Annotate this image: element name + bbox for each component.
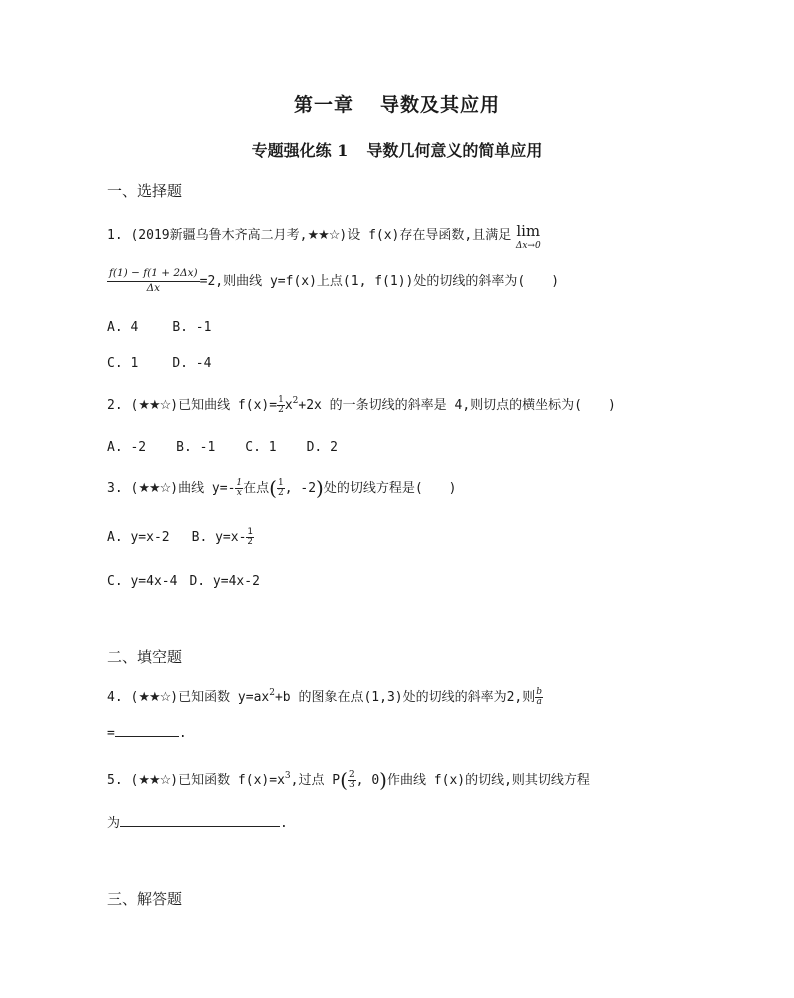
topic-title [0, 138, 794, 161]
q5-text-2: ,过点 P [290, 773, 341, 788]
q3-right-paren: ) [316, 476, 324, 500]
q4-answer-blank[interactable] [115, 724, 179, 737]
difference-quotient [107, 268, 200, 294]
question-5-line-1 [107, 768, 590, 792]
q1-options-row-1 [107, 320, 211, 335]
q5-lead: 5. ( [107, 773, 139, 788]
q5-point-denominator: 3 [348, 779, 355, 790]
q4-equals: = [107, 726, 115, 741]
q1-lead: 1. (2019新疆乌鲁木齐高二月考, [107, 228, 308, 243]
q4-ratio-fraction [535, 688, 543, 707]
q1-option-a: A. 4 [107, 320, 139, 335]
chapter-title [0, 90, 794, 117]
q3-function-fraction [235, 479, 243, 498]
q3-lead: 3. ( [107, 481, 139, 496]
q2-text-3: +2x 的一条切线的斜率是 4,则切点的横坐标为( ) [298, 398, 616, 413]
question-1-line-2 [107, 268, 559, 294]
q3-option-b-denominator: 2 [247, 537, 253, 547]
q1-text-2: =2,则曲线 y=f(x)上点(1, f(1))处的切线的斜率为( ) [199, 274, 560, 290]
q3-function-numerator: 1 [236, 477, 243, 488]
q2-text-2: x [284, 398, 293, 413]
q3-text-3: , -2 [284, 481, 317, 496]
q3-point-numerator: 1 [277, 477, 284, 488]
q3-options-row-1 [107, 528, 254, 547]
q5-point-fraction [348, 771, 356, 790]
q4-text-1: )已知函数 y=ax [170, 690, 270, 705]
q4-ratio-numerator: b [536, 686, 543, 697]
q1-option-d: D. -4 [172, 356, 212, 371]
chapter-name: 导数及其应用 [380, 94, 501, 116]
chapter-number: 第一章 [293, 94, 354, 116]
section-fill: 二、填空题 [107, 648, 183, 666]
q1-options-row-2 [107, 356, 211, 371]
q2-text-1: )已知曲线 f(x)= [170, 398, 278, 413]
limit-subscript: Δx→0 [515, 241, 541, 251]
q3-text-4: 处的切线方程是( ) [323, 481, 457, 496]
difference-quotient-denominator: Δx [146, 281, 161, 294]
difficulty-stars-icon: ★★☆ [307, 228, 340, 243]
q4-end: . [178, 726, 187, 741]
topic-code: 专题强化练 1 [251, 141, 349, 160]
q4-lead: 4. ( [107, 690, 139, 705]
q2-half-numerator: 1 [278, 394, 284, 405]
q1-option-b: B. -1 [172, 320, 212, 335]
q5-left-paren: ( [340, 768, 348, 792]
question-4-line-2 [107, 724, 187, 741]
question-3 [107, 476, 457, 500]
q3-option-a: A. y=x-2 [107, 530, 170, 545]
q3-option-c: C. y=4x-4 [107, 574, 178, 589]
difficulty-stars-icon: ★★☆ [138, 481, 171, 496]
q5-line-2-prefix: 为 [107, 816, 121, 831]
q2-option-d: D. 2 [306, 440, 338, 455]
q2-half-fraction [277, 396, 285, 415]
q3-point-denominator: 2 [277, 487, 284, 498]
q2-lead: 2. ( [107, 398, 139, 413]
limit-label: lim [516, 222, 541, 240]
q3-option-b-prefix: B. y=x- [191, 530, 247, 545]
q5-text-3: , 0 [355, 773, 380, 788]
q3-text-2: 在点 [243, 481, 270, 496]
q1-text-1: )设 f(x)存在导函数,且满足 [339, 228, 512, 243]
q2-option-a: A. -2 [107, 440, 147, 455]
topic-name: 导数几何意义的简单应用 [366, 141, 543, 160]
q4-text-2: +b 的图象在点(1,3)处的切线的斜率为2,则 [274, 690, 536, 705]
q5-right-paren: ) [379, 768, 387, 792]
question-5-line-2 [107, 812, 288, 831]
difficulty-stars-icon: ★★☆ [138, 690, 171, 705]
q1-option-c: C. 1 [107, 356, 139, 371]
question-1-line-1 [107, 224, 541, 251]
q5-answer-blank[interactable] [120, 814, 280, 827]
q4-exponent: 2 [269, 688, 275, 699]
q3-options-row-2 [107, 574, 260, 589]
q2-option-b: B. -1 [176, 440, 216, 455]
difference-quotient-numerator: f(1) − f(1 + 2Δx) [107, 268, 200, 282]
difficulty-stars-icon: ★★☆ [138, 773, 171, 788]
q4-ratio-denominator: a [536, 696, 542, 707]
q5-text-4: 作曲线 f(x)的切线,则其切线方程 [386, 773, 590, 788]
limit-operator [516, 224, 541, 251]
question-4-line-1 [107, 686, 543, 707]
q3-point-fraction [277, 479, 285, 498]
q2-half-denominator: 2 [278, 404, 284, 415]
q3-left-paren: ( [269, 476, 277, 500]
q2-option-c: C. 1 [245, 440, 277, 455]
q3-option-b-numerator: 1 [247, 527, 253, 537]
q5-exponent: 3 [284, 771, 291, 782]
q3-text-1: )曲线 y=- [170, 481, 236, 496]
section-answer: 三、解答题 [107, 890, 183, 908]
difficulty-stars-icon: ★★☆ [138, 398, 171, 413]
q5-end: . [280, 816, 288, 831]
section-choice: 一、选择题 [107, 182, 183, 200]
q2-exponent: 2 [292, 396, 299, 407]
q5-text-1: )已知函数 f(x)=x [170, 773, 285, 788]
q3-option-d: D. y=4x-2 [189, 574, 260, 589]
q2-options [107, 440, 338, 455]
question-2 [107, 394, 616, 415]
q3-option-b-fraction [246, 528, 253, 547]
q3-function-denominator: x [236, 487, 242, 498]
q5-point-numerator: 2 [348, 769, 355, 780]
